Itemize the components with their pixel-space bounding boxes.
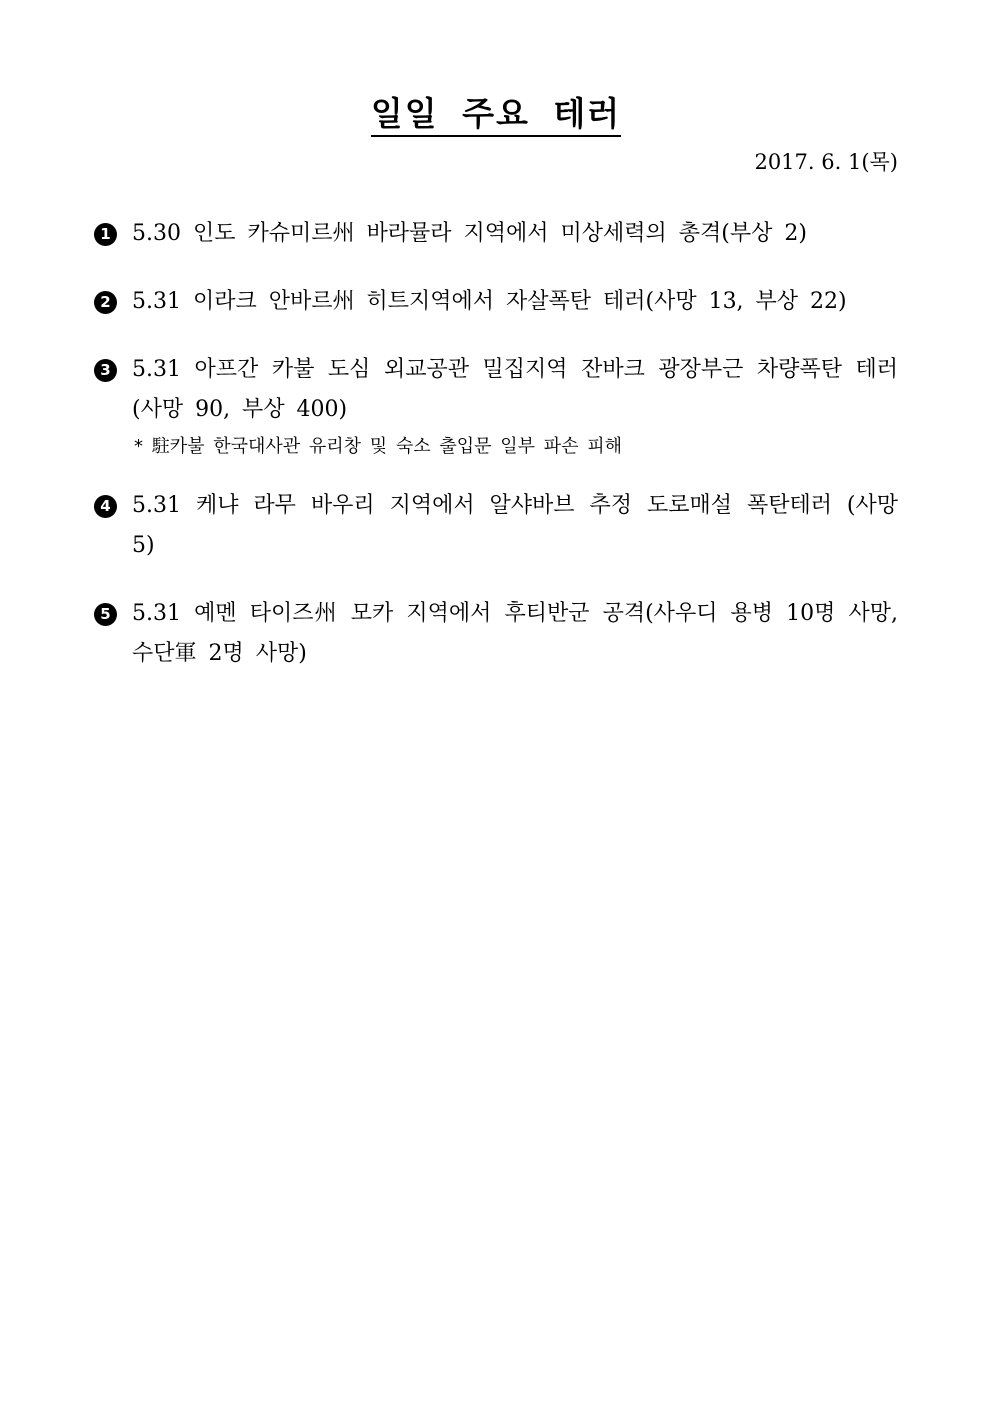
incident-note: * 駐카불 한국대사관 유리창 및 숙소 출입문 일부 파손 피해 <box>134 436 623 457</box>
incident-text: 5.31 케냐 라무 바우리 지역에서 알샤바브 추정 도로매설 폭탄테러 (사망 5) <box>132 493 898 558</box>
numbered-circle-icon: 5 <box>94 603 117 626</box>
document-title: 일일 주요 테러 <box>371 94 621 137</box>
numbered-circle-icon: 1 <box>94 223 117 246</box>
incident-text: 5.31 이라크 안바르州 히트지역에서 자살폭탄 테러(사망 13, 부상 22) <box>132 289 847 314</box>
incident-item-4 <box>94 486 898 566</box>
document-title-block <box>0 88 992 135</box>
incident-list <box>94 214 898 702</box>
incident-item-3 <box>94 350 898 462</box>
document-date: 2017. 6. 1(목) <box>754 150 898 174</box>
incident-text: 5.31 예멘 타이즈州 모카 지역에서 후티반군 공격(사우디 용병 10명 사망, 수단軍 2명 사망) <box>132 601 898 666</box>
incident-item-2 <box>94 282 898 322</box>
incident-item-1 <box>94 214 898 254</box>
incident-item-5 <box>94 594 898 674</box>
numbered-circle-icon: 2 <box>94 291 117 314</box>
numbered-circle-icon: 3 <box>94 359 117 382</box>
numbered-circle-icon: 4 <box>94 495 117 518</box>
incident-text: 5.31 아프간 카불 도심 외교공관 밀집지역 잔바크 광장부근 차량폭탄 테러(사망 90, 부상 400) <box>132 357 898 422</box>
incident-text: 5.30 인도 카슈미르州 바라뮬라 지역에서 미상세력의 총격(부상 2) <box>132 221 807 246</box>
